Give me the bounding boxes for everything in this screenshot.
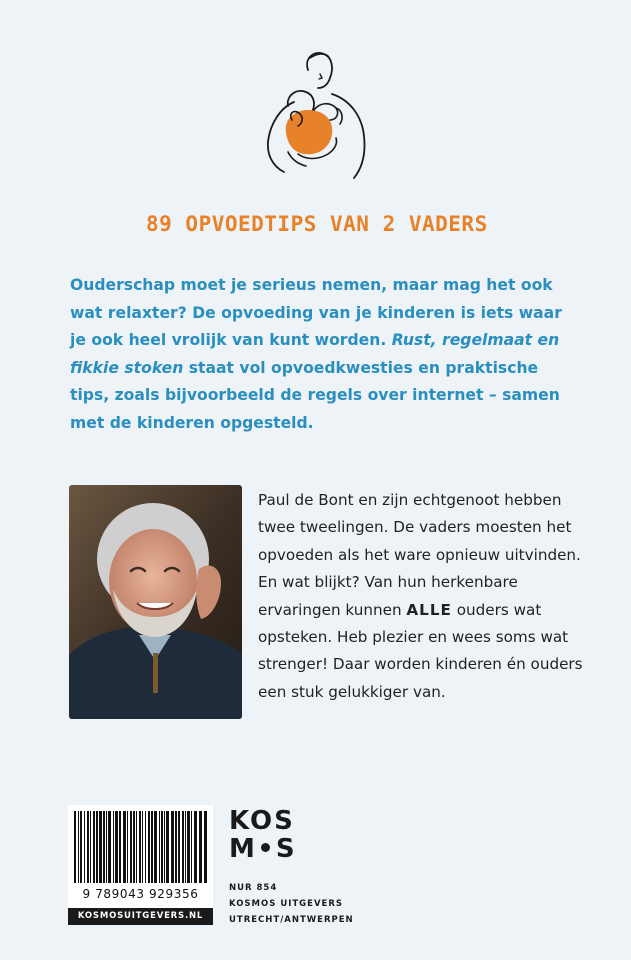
- barcode-bar: [96, 811, 98, 883]
- barcode-bar: [161, 811, 163, 883]
- barcode-bar: [159, 811, 160, 883]
- barcode-bar: [123, 811, 126, 883]
- barcode-bar: [99, 811, 102, 883]
- publisher-logo-row-2: [229, 836, 301, 862]
- publisher-logo-dot-icon: [261, 843, 270, 852]
- barcode-bar: [93, 811, 95, 883]
- barcode-bar: [145, 811, 146, 883]
- barcode-bar: [148, 811, 150, 883]
- barcode-bar: [171, 811, 174, 883]
- barcode-bar: [204, 811, 207, 883]
- isbn-number: 9 789043 929356: [82, 887, 199, 901]
- publisher-city: UTRECHT/ANTWERPEN: [229, 915, 354, 925]
- book-blurb: [70, 272, 570, 437]
- barcode-bar: [175, 811, 177, 883]
- barcode-bar: [185, 811, 186, 883]
- publisher-info: [229, 880, 409, 928]
- barcode-bar: [80, 811, 82, 883]
- barcode-bar: [130, 811, 132, 883]
- barcode-block: [68, 805, 213, 925]
- barcode-bar: [166, 811, 169, 883]
- barcode-bar: [199, 811, 202, 883]
- barcode-bar: [74, 811, 76, 883]
- publisher-logo: [229, 808, 301, 862]
- barcode-bar: [136, 811, 137, 883]
- barcode-bar: [113, 811, 114, 883]
- barcode-bar: [178, 811, 180, 883]
- nur-code: NUR 854: [229, 883, 278, 893]
- barcode-bar: [164, 811, 165, 883]
- publisher-website: KOSMOSUITGEVERS.NL: [68, 908, 213, 925]
- author-photo: [69, 485, 242, 719]
- barcode-bar: [182, 811, 184, 883]
- barcode-bar: [90, 811, 91, 883]
- author-bio-emphasis: ALLE: [406, 600, 452, 619]
- publisher-name: KOSMOS UITGEVERS: [229, 899, 344, 909]
- barcode-bar: [127, 811, 128, 883]
- barcode-bar: [187, 811, 190, 883]
- blurb-book-title: Rust, regelmaat en fikkie stoken: [70, 331, 560, 377]
- author-bio-part-2: ouders wat opsteken. Heb plezier en wees soms wat strenger! Daar worden kinderen én ouders een stuk gelukkiger van.: [258, 600, 583, 701]
- author-bio-part-1: Paul de Bont en zijn echtgenoot hebben twee tweelingen. De vaders moesten het opvoeden als het ware opnieuw uitvinden. En wat blijkt? Van hun herkenbare ervaringen kunnen: [258, 491, 581, 619]
- barcode-bar: [84, 811, 85, 883]
- barcode-bar: [108, 811, 111, 883]
- barcode-bar: [139, 811, 141, 883]
- barcode-bar: [133, 811, 135, 883]
- barcode-bar: [87, 811, 89, 883]
- barcode-bar: [191, 811, 192, 883]
- barcode-bar: [194, 811, 197, 883]
- father-child-illustration: [258, 44, 376, 184]
- blurb-text-part-1: Ouderschap moet je serieus nemen, maar mag het ook wat relaxter? De opvoeding van je kinderen is iets waar je ook heel vrolijk van kunt worden.: [70, 276, 562, 349]
- barcode-icon: [68, 805, 213, 887]
- barcode-bar: [103, 811, 105, 883]
- book-subtitle: 89 OPVOEDTIPS VAN 2 VADERS: [146, 212, 488, 236]
- barcode-bar: [115, 811, 118, 883]
- barcode-bar: [78, 811, 79, 883]
- blurb-text-part-2: staat vol opvoedkwesties en praktische tips, zoals bijvoorbeeld de regels over internet – samen met de kinderen opgesteld.: [70, 358, 560, 432]
- barcode-bar: [119, 811, 121, 883]
- barcode-bar: [142, 811, 143, 883]
- barcode-bar: [154, 811, 157, 883]
- author-bio: [258, 487, 588, 706]
- barcode-bar: [106, 811, 107, 883]
- publisher-logo-row-1: KOS: [229, 806, 295, 836]
- publisher-logo-letter-m: M: [229, 834, 257, 864]
- barcode-bar: [151, 811, 153, 883]
- publisher-logo-letter-s: S: [275, 834, 297, 864]
